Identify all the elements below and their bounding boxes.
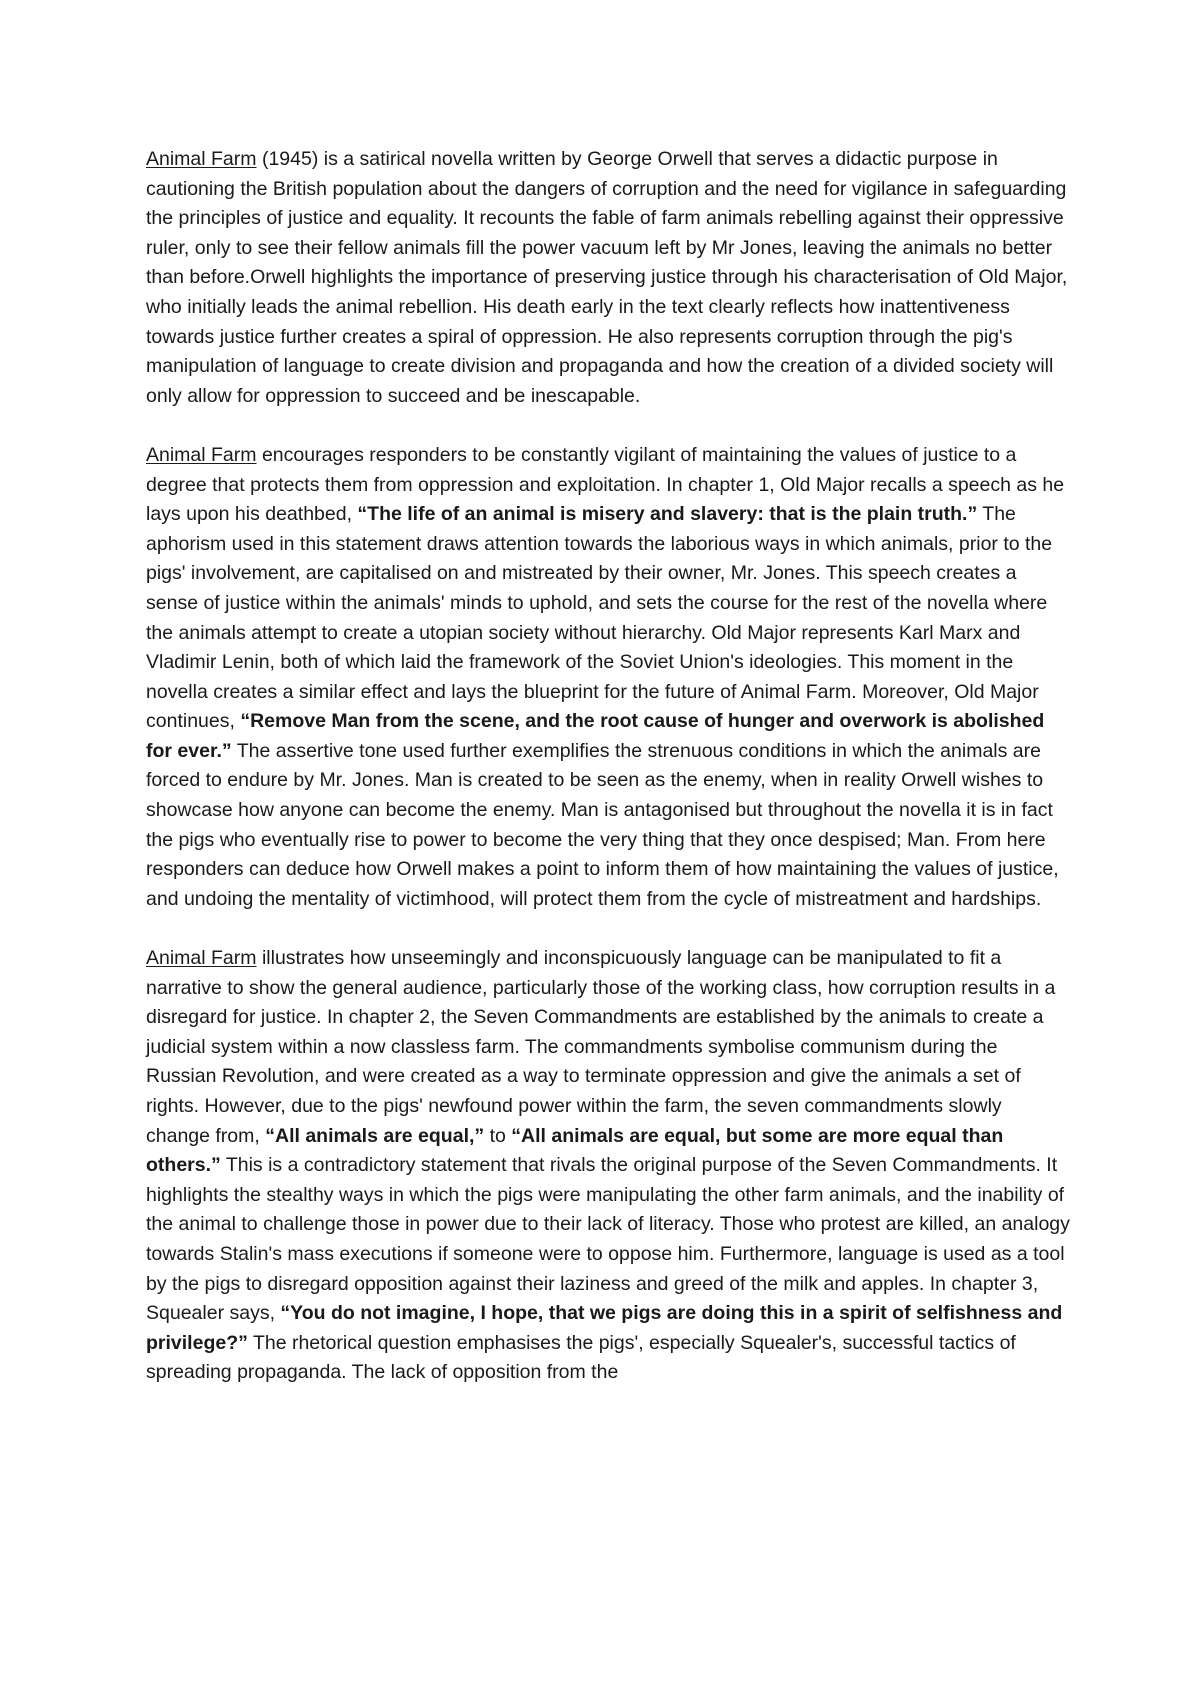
quote-text: “The life of an animal is misery and slavery: that is the plain truth.” xyxy=(357,503,978,526)
body-text: illustrates how unseemingly and inconspicuously language can be manipulated to fit a narrative to show the general audience, particularly those of the working class, how corruption results in a disregard for justice. In chapter 2, the Seven Commandments are established by the animals to create a judicial system within a now classless farm. The commandments symbolise communism during the Russian Revolution, and were created as a way to terminate oppression and give the animals a set of rights. However, due to the pigs' newfound power within the farm, the seven commandments slowly change from, xyxy=(146,947,1056,1147)
body-text: The assertive tone used further exemplifies the strenuous conditions in which the animals are forced to endure by Mr. Jones. Man is created to be seen as the enemy, when in reality Orwell wishes to showcase how anyone can become the enemy. Man is antagonised but throughout the novella it is in fact the pigs who eventually rise to power to become the very thing that they once despised; Man. From here responders can deduce how Orwell makes a point to inform them of how maintaining the values of justice, and undoing the mentality of victimhood, will protect them from the cycle of mistreatment and hardships. xyxy=(146,739,1059,910)
paragraph-language xyxy=(146,944,1071,1388)
paragraph-introduction xyxy=(146,145,1071,411)
book-title: Animal Farm xyxy=(146,947,257,970)
body-text: This is a contradictory statement that rivals the original purpose of the Seven Commandments. It highlights the stealthy ways in which the pigs were manipulating the other farm animals, and the inability of the animal to challenge those in power due to their lack of literacy. Those who protest are killed, an analogy towards Stalin's mass executions if someone were to oppose him. Furthermore, language is used as a tool by the pigs to disregard opposition against their laziness and greed of the milk and apples. In chapter 3, Squealer says, xyxy=(146,1154,1070,1325)
quote-text: “All animals are equal, but some are more equal than others.” xyxy=(146,1124,1004,1177)
book-title: Animal Farm xyxy=(146,148,257,170)
quote-text: “All animals are equal,” xyxy=(265,1124,485,1147)
quote-text: “Remove Man from the scene, and the root cause of hunger and overwork is abolished for ever.” xyxy=(146,710,1045,762)
book-title: Animal Farm xyxy=(146,443,257,466)
document-body xyxy=(146,145,1071,1388)
body-text: encourages responders to be constantly vigilant of maintaining the values of justice to a degree that protects them from oppression and exploitation. In chapter 1, Old Major recalls a speech as he lays upon his deathbed, xyxy=(146,443,1065,526)
body-text: The rhetorical question emphasises the pigs', especially Squealer's, successful tactics of spreading propaganda. The lack of opposition from the xyxy=(146,1331,1016,1384)
body-text: (1945) is a satirical novella written by George Orwell that serves a didactic purpose in cautioning the British population about the dangers of corruption and the need for vigilance in safeguarding the principles of justice and equality. It recounts the fable of farm animals rebelling against their oppressive ruler, only to see their fellow animals fill the power vacuum left by Mr Jones, leaving the animals no better than before.Orwell highlights the importance of preserving justice through his characterisation of Old Major, who initially leads the animal rebellion. His death early in the text clearly reflects how inattentiveness towards justice further creates a spiral of oppression. He also represents corruption through the pig's manipulation of language to create division and propaganda and how the creation of a divided society will only allow for oppression to succeed and be inescapable. xyxy=(146,148,1068,407)
quote-text: “You do not imagine, I hope, that we pigs are doing this in a spirit of selfishness and privilege?” xyxy=(146,1302,1063,1354)
paragraph-justice xyxy=(146,441,1071,915)
body-text: to xyxy=(484,1124,512,1147)
body-text: The aphorism used in this statement draws attention towards the laborious ways in which animals, prior to the pigs' involvement, are capitalised on and mistreated by their owner, Mr. Jones. This speech creates a sense of justice within the animals' minds to uphold, and sets the course for the rest of the novella where the animals attempt to create a utopian society without hierarchy. Old Major represents Karl Marx and Vladimir Lenin, both of which laid the framework of the Soviet Union's ideologies. This moment in the novella creates a similar effect and lays the blueprint for the future of Animal Farm. Moreover, Old Major continues, xyxy=(146,503,1053,733)
